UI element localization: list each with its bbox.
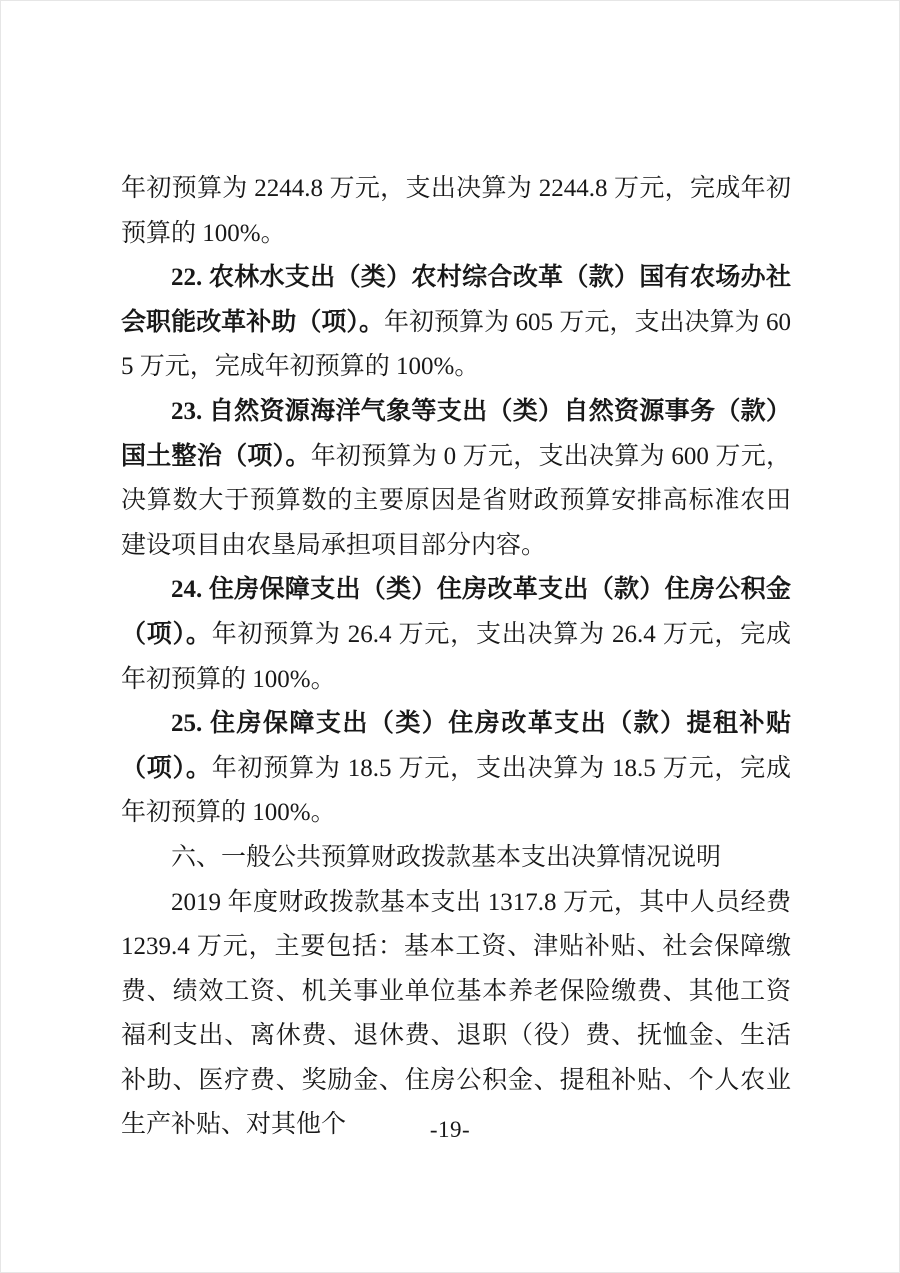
- section-heading-6: 六、一般公共预算财政拨款基本支出决算情况说明: [171, 843, 722, 871]
- paragraph-24: [121, 568, 791, 702]
- page-footer: [1, 1115, 899, 1145]
- paragraph-25-heading: 25. 住房保障支出（类）住房改革支出（款）提租补贴（项）。: [121, 710, 791, 782]
- paragraph-22-text: 年初预算为 605 万元，支出决算为 605 万元，完成年初预算的 100%。: [121, 308, 791, 381]
- paragraph-25: [121, 702, 791, 836]
- paragraph-24-heading: 24. 住房保障支出（类）住房改革支出（款）住房公积金（项）。: [121, 576, 791, 648]
- paragraph-23: [121, 390, 791, 568]
- page-number: -19-: [429, 1117, 471, 1142]
- paragraph-25-text: 年初预算为 18.5 万元，支出决算为 18.5 万元，完成年初预算的 100%。: [121, 754, 791, 827]
- paragraph-23-text: 年初预算为 0 万元，支出决算为 600 万元，决算数大于预算数的主要原因是省财政预算安排高标准农田建设项目由农垦局承担项目部分内容。: [121, 442, 791, 559]
- paragraph-basic-expenditure-text: 2019 年度财政拨款基本支出 1317.8 万元，其中人员经费 1239.4 万元，主要包括：基本工资、津贴补贴、社会保障缴费、绩效工资、机关事业单位基本养老保险缴费、其他工资福利支出、离休费、退休费、退职（役）费、抚恤金、生活补助、医疗费、奖励金、住房公积金、提租补贴、个人农业生产补贴、对其他个: [121, 888, 791, 1139]
- paragraph-22-heading: 22. 农林水支出（类）农村综合改革（款）国有农场办社会职能改革补助（项）。: [121, 264, 791, 336]
- paragraph-basic-expenditure: [121, 881, 791, 1149]
- paragraph-24-text: 年初预算为 26.4 万元，支出决算为 26.4 万元，完成年初预算的 100%。: [121, 620, 791, 693]
- paragraph-23-heading: 23. 自然资源海洋气象等支出（类）自然资源事务（款）国土整治（项）。: [121, 397, 791, 470]
- paragraph-continued-text: 年初预算为 2244.8 万元，支出决算为 2244.8 万元，完成年初预算的 100%。: [121, 175, 791, 247]
- paragraph-continued: [121, 167, 791, 256]
- document-content: [121, 167, 791, 1148]
- paragraph-22: [121, 256, 791, 390]
